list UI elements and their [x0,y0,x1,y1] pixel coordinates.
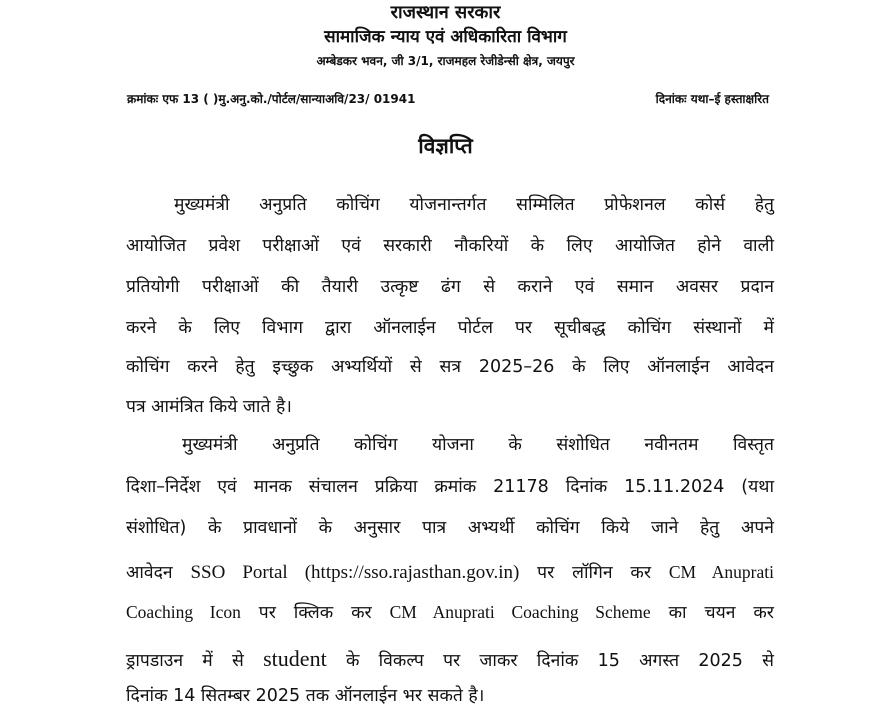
notice-title: विज्ञप्ति [418,134,473,158]
para2-line6-c: के विकल्प पर जाकर दिनांक 15 अगस्त 2025 से [345,651,774,671]
department-name: सामाजिक न्याय एवं अधिकारिता विभाग [324,27,567,47]
student-option: student [263,646,327,671]
department-address: अम्बेडकर भवन, जी 3/1, राजमहल रेजीडेन्सी क्षेत्र, जयपुर [316,54,575,68]
para1-line1: मुख्यमंत्री अनुप्रति कोचिंग योजनान्तर्गत सम्मिलित प्रोफेशनल कोर्स हेतु [174,195,774,215]
reference-date: दिनांकः यथा–ई हस्ताक्षरित [655,92,769,106]
para2-line4-c: पर लॉगिन कर [537,563,651,583]
coaching-icon-text: Coaching Icon [126,602,241,622]
government-name: राजस्थान सरकार [390,2,501,23]
para2-line3: संशोधित) के प्रावधानों के अनुसार पात्र अभ्यर्थी कोचिंग किये जाने हेतु अपने [126,518,774,538]
para2-line5-d: का चयन कर [668,603,774,623]
para2-line4-d: CM Anuprati [668,562,774,582]
para1-line3: प्रतियोगी परीक्षाओं की तैयारी उत्कृष्ट ढंग से कराने एवं समान अवसर प्रदान [126,277,774,297]
para2-line5 [126,604,774,623]
para2-line5-b: पर क्लिक कर [258,603,372,623]
reference-number: क्रमांकः एफ 13 ( )मु.अनु.को./पोर्टल/सान्याअवि/23/ 01941 [127,92,416,106]
para2-line6 [126,648,774,671]
para1-line5: कोचिंग करने हेतु इच्छुक अभ्यर्थियों से सत्र 2025–26 के लिए ऑनलाईन आवेदन [126,357,774,377]
para1-line2: आयोजित प्रवेश परीक्षाओं एवं सरकारी नौकरियों के लिए आयोजित होने वाली [126,236,774,256]
para2-line4-a: आवेदन [126,563,173,583]
para2-line6-a: ड्रापडाउन में से [126,651,244,671]
para2-line1: मुख्यमंत्री अनुप्रति कोचिंग योजना के संशोधित नवीनतम विस्तृत [182,435,774,455]
sso-portal-link: SSO Portal (https://sso.rajasthan.gov.in) [190,562,520,583]
para2-line4 [126,563,774,583]
para2-line7: दिनांक 14 सितम्बर 2025 तक ऑनलाईन भर सकते है। [126,686,485,706]
para1-line4: करने के लिए विभाग द्वारा ऑनलाईन पोर्टल पर सूचीबद्ध कोचिंग संस्थानों में [126,318,774,338]
scheme-name: CM Anuprati Coaching Scheme [389,602,651,622]
para2-line2: दिशा–निर्देश एवं मानक संचालन प्रक्रिया क्रमांक 21178 दिनांक 15.11.2024 (यथा [126,477,774,497]
para1-line6: पत्र आमंत्रित किये जाते है। [126,397,292,417]
